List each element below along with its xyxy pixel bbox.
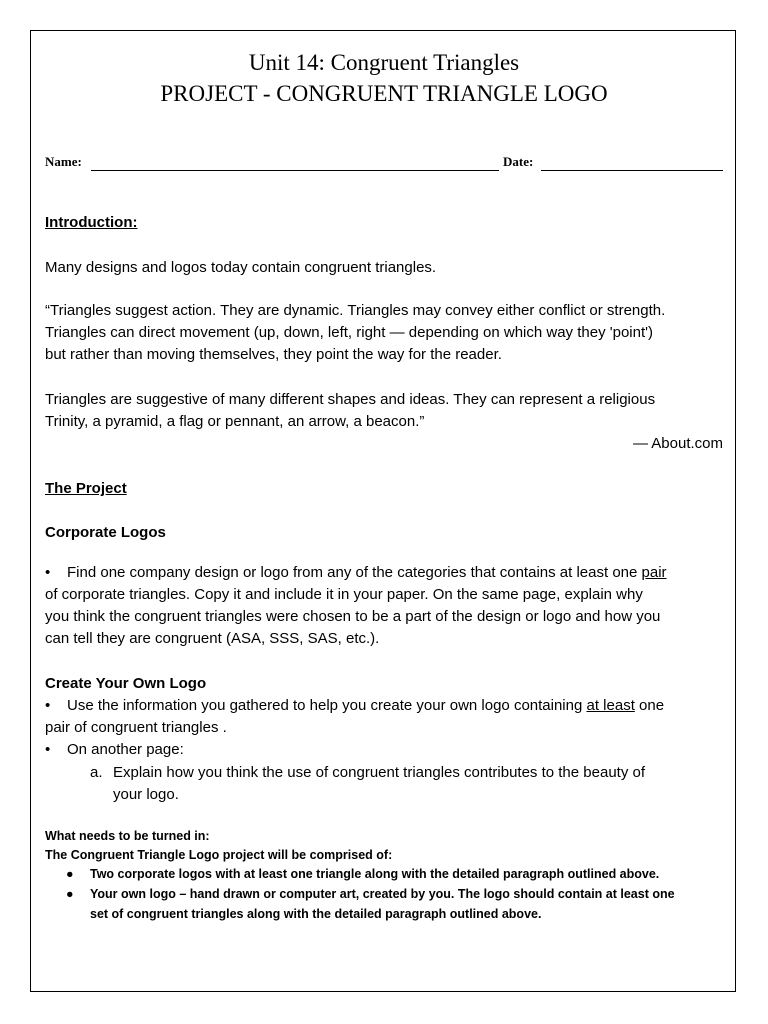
date-label: Date: bbox=[503, 154, 534, 169]
corporate-bullet bbox=[45, 562, 725, 584]
page-subtitle: PROJECT - CONGRUENT TRIANGLE LOGO bbox=[160, 81, 608, 106]
quote-line: Triangles can direct movement (up, down, left, right — depending on which way they 'point') bbox=[45, 324, 653, 341]
turn-in-item bbox=[66, 865, 726, 884]
create-own-logo-heading: Create Your Own Logo bbox=[45, 675, 207, 692]
quote-attribution: — About.com bbox=[632, 435, 723, 452]
bullet-icon: • bbox=[45, 741, 51, 758]
turn-in-item-text: Your own logo – hand drawn or computer art, created by you. The logo should contain at least one bbox=[90, 887, 675, 901]
name-field[interactable] bbox=[91, 170, 499, 171]
own-logo-line: Use the information you gathered to help you create your own logo containing bbox=[67, 697, 587, 714]
corporate-line: you think the congruent triangles were chosen to be a part of the design or logo and how you bbox=[45, 608, 661, 625]
corporate-line: can tell they are congruent (ASA, SSS, SAS, etc.). bbox=[45, 630, 380, 647]
own-logo-line: On another page: bbox=[67, 741, 184, 758]
turn-in-heading: What needs to be turned in: bbox=[45, 829, 210, 843]
sub-item-line: Explain how you think the use of congruent triangles contributes to the beauty of bbox=[113, 764, 646, 781]
name-label: Name: bbox=[45, 154, 82, 169]
bullet-icon: ● bbox=[66, 867, 74, 881]
turn-in-item bbox=[66, 885, 726, 904]
bullet-icon: • bbox=[45, 697, 51, 714]
emphasis-pair: pair bbox=[641, 564, 667, 581]
sub-item-line: your logo. bbox=[113, 786, 179, 803]
own-logo-line: one bbox=[634, 697, 665, 714]
list-marker: a. bbox=[90, 764, 103, 781]
turn-in-item-text: set of congruent triangles along with the detailed paragraph outlined above. bbox=[90, 907, 542, 921]
sub-item-a bbox=[90, 762, 720, 784]
introduction-heading: Introduction: bbox=[45, 214, 138, 231]
quote-line: Triangles are suggestive of many different shapes and ideas. They can represent a religious bbox=[45, 391, 656, 408]
corporate-line: Find one company design or logo from any of the categories that contains at least one bbox=[67, 564, 642, 581]
turn-in-subheading: The Congruent Triangle Logo project will be comprised of: bbox=[45, 848, 393, 862]
turn-in-item-text: Two corporate logos with at least one triangle along with the detailed paragraph outlined above. bbox=[90, 867, 660, 881]
quote-line: Trinity, a pyramid, a flag or pennant, an arrow, a beacon.” bbox=[45, 413, 425, 430]
name-date-row bbox=[45, 154, 723, 174]
emphasis-at-least: at least bbox=[586, 697, 635, 714]
bullet-icon: • bbox=[45, 564, 51, 581]
own-logo-line: pair of congruent triangles . bbox=[45, 719, 227, 736]
intro-paragraph: Many designs and logos today contain congruent triangles. bbox=[45, 259, 437, 276]
date-field[interactable] bbox=[541, 170, 723, 171]
own-logo-bullet bbox=[45, 695, 725, 717]
corporate-logos-heading: Corporate Logos bbox=[45, 524, 166, 541]
quote-line: “Triangles suggest action. They are dynamic. Triangles may convey either conflict or strength. bbox=[45, 302, 666, 319]
project-heading: The Project bbox=[45, 480, 127, 497]
own-logo-bullet bbox=[45, 739, 725, 761]
bullet-icon: ● bbox=[66, 887, 74, 901]
corporate-line: of corporate triangles. Copy it and include it in your paper. On the same page, explain why bbox=[45, 586, 643, 603]
quote-line: but rather than moving themselves, they point the way for the reader. bbox=[45, 346, 502, 363]
page-title: Unit 14: Congruent Triangles bbox=[248, 50, 520, 75]
